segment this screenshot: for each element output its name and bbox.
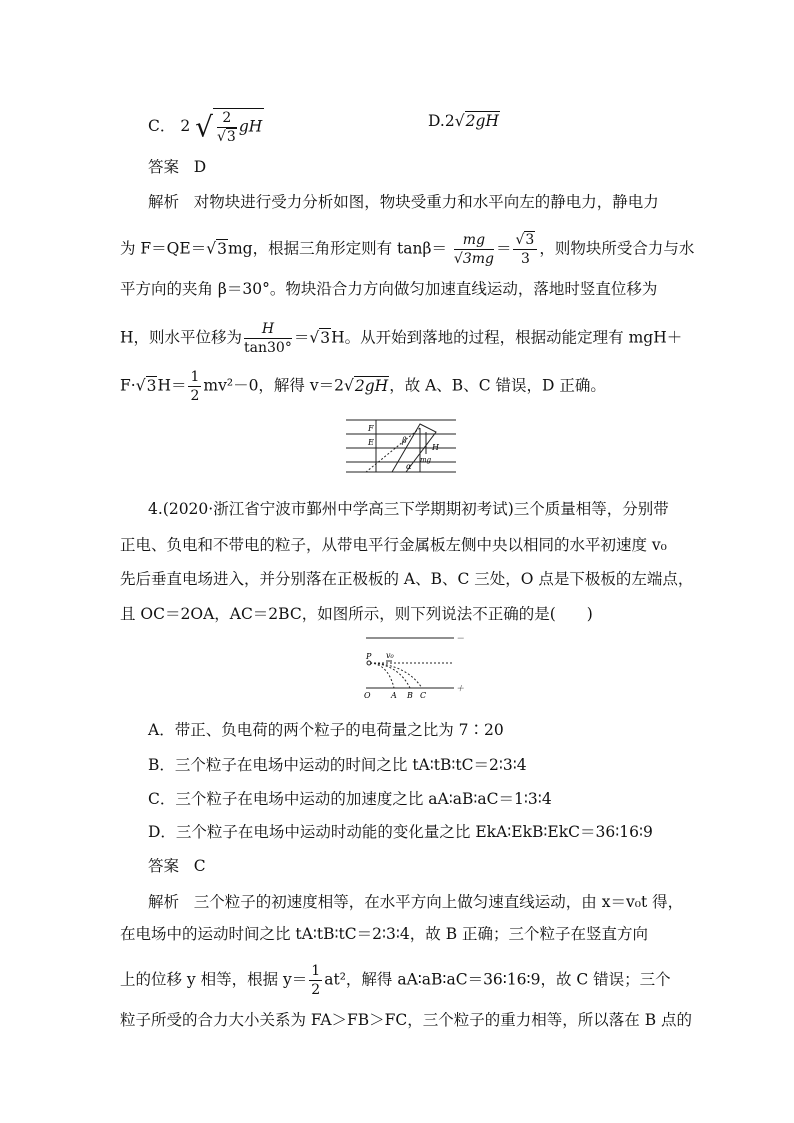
q3-frac-4-num: 1 [190, 369, 200, 385]
q4-analysis-text-2: 在电场中的运动时间之比 tA∶tB∶tC＝2∶3∶4，故 B 正确；三个粒子在竖直方向 [120, 925, 649, 943]
q3-sqrt-4: 2gH [354, 376, 389, 395]
option-d-coef: 2 [444, 112, 455, 130]
q3-answer-value: D [193, 158, 207, 176]
option-d-label: D. [428, 112, 445, 130]
q3-text-2c: mg，根据三角形定则有 tanβ＝ [227, 239, 447, 258]
q4-analysis-line4 [120, 1010, 692, 1030]
q3-frac-2-den: 3 [520, 251, 530, 267]
q4-option-d-text: D．三个粒子在电场中运动时动能的变化量之比 EkA∶EkB∶EkC＝36∶16∶9 [148, 823, 653, 841]
q3-fig-label-h: H [432, 443, 439, 452]
option-c-coef: 2 [180, 117, 191, 135]
q4-option-b-text: B．三个粒子在电场中运动的时间之比 tA∶tB∶tC＝2∶3∶4 [148, 756, 527, 774]
q3-frac-4 [188, 368, 201, 405]
q3-text-3: 平方向的夹角 β＝30°。物块沿合力方向做匀加速直线运动，落地时竖直位移为 [120, 280, 658, 298]
q3-analysis-line5: F·√3H＝ $\frac{1}{2}$ mv²－0，解得 v＝2√2gH，故 A、B、C 错误，D 正确。 [120, 369, 606, 404]
q4-option-a-text: A．带正、负电荷的两个粒子的电荷量之比为 7∶20 [148, 721, 504, 739]
q3-analysis-line2: 为 F＝QE＝√3mg，根据三角形定则有 tanβ＝ $\frac{mg}{√3mg}$ ＝ $\frac{√3}{3}$ ，则物块所受合力与水 [120, 232, 695, 267]
q4-answer-value: C [193, 857, 206, 875]
q4-option-a [148, 720, 504, 740]
q4-plates-diagram [358, 632, 468, 700]
q3-frac-3-den: tan30° [244, 340, 292, 356]
q4-stem-3 [120, 569, 693, 589]
q3-fig-label-alpha: α [406, 462, 412, 471]
q4-answer-label: 答案 [148, 857, 180, 875]
q4-option-c-text: C．三个粒子在电场中运动的加速度之比 aA∶aB∶aC＝1∶3∶4 [148, 790, 552, 808]
option-c-tail: gH [238, 117, 263, 136]
q4-analysis-text-3a: 上的位移 y 相等，根据 y＝ [120, 970, 308, 989]
q3-frac-4-den: 2 [190, 388, 200, 404]
q4-analysis-label: 解析 [148, 893, 180, 911]
q4-fig-label-plus: ＋ [456, 684, 464, 693]
q3-eq: ＝ [495, 239, 512, 258]
option-c-radical: √ $\frac{2}{√3}$ gH [195, 110, 263, 145]
option-c-label: C． [148, 117, 176, 135]
q4-option-c [148, 789, 552, 809]
q4-frac [309, 962, 322, 999]
option-c-frac-num: 2 [217, 109, 237, 128]
q3-frac-2: $\frac{√3}{3}$ [513, 231, 537, 268]
q3-sqrt-1: 3 [217, 239, 227, 258]
q3-fig-label-beta: β [402, 436, 407, 445]
q4-stem-4 [120, 604, 593, 624]
q4-stem-1 [148, 499, 669, 519]
q4-text-3: 先后垂直电场进入，并分别落在正极板的 A、B、C 三处，O 点是下极板的左端点， [120, 570, 694, 588]
q4-analysis-text-3b: at²，解得 aA∶aB∶aC＝36∶16∶9，故 C 错误；三个 [324, 970, 671, 989]
q3-force-diagram [336, 414, 462, 478]
q3-text-5c: mv²－0，解得 v＝2 [203, 376, 344, 395]
q4-analysis-text-4: 粒子所受的合力大小关系为 FA＞FB＞FC，三个粒子的重力相等，所以落在 B 点的 [120, 1011, 693, 1029]
q4-frac-den: 2 [311, 982, 321, 998]
q3-text-2a: 为 F＝QE＝ [120, 239, 207, 258]
q4-text-4: 且 OC＝2OA，AC＝2BC，如图所示，则下列说法不正确的是( ) [120, 605, 593, 623]
q4-stem-2 [120, 535, 667, 555]
q4-analysis-line1 [148, 892, 683, 912]
q3-text-4a: H，则水平位移为 [120, 328, 243, 347]
option-c-top [148, 108, 264, 146]
q3-analysis-label: 解析 [148, 193, 180, 211]
q3-frac-1: $\frac{mg}{√3mg}$ [453, 232, 494, 267]
q3-fig-label-f: F [368, 424, 374, 433]
q3-analysis-line4: H，则水平位移为 $\frac{H}{\tan 30^\circ}$ ＝√3H。从开始到落地的过程，根据动能定理有 mgH＋ [120, 321, 683, 356]
q3-analysis-line1 [148, 192, 659, 212]
q3-sqrt-3: 3 [146, 376, 157, 395]
q3-frac-2-num: 3 [525, 232, 535, 248]
q4-option-d [148, 822, 653, 842]
q4-frac-num: 1 [311, 963, 321, 979]
q3-analysis-line3 [120, 279, 657, 299]
q4-analysis-line3 [120, 962, 671, 999]
q3-answer-label: 答案 [148, 158, 180, 176]
q3-frac-3-num: H [261, 321, 275, 337]
q3-text-5d: ，故 A、B、C 错误，D 正确。 [389, 376, 606, 395]
q3-sqrt-2: 3 [320, 328, 331, 347]
q4-analysis-text-1: 三个粒子的初速度相等，在水平方向上做匀速直线运动，由 x＝v₀t 得， [193, 893, 684, 911]
q3-text-5a: F· [120, 376, 136, 395]
q4-fig-label-b: B [407, 691, 413, 700]
q4-analysis-line2 [120, 924, 648, 944]
option-d-tail: 2gH [465, 112, 499, 130]
q4-fig-label-o: O [364, 691, 371, 700]
q3-text-1: 对物块进行受力分析如图，物块受重力和水平向左的静电力，静电力 [193, 193, 659, 211]
q3-text-2d: ，则物块所受合力与水 [539, 239, 695, 258]
q4-answer [148, 856, 206, 876]
q3-frac-1-num: mg [462, 232, 486, 248]
q4-fig-label-a: A [391, 691, 397, 700]
q3-frac-3 [244, 320, 292, 357]
q3-fig-label-e: E [368, 438, 374, 447]
q3-answer [148, 157, 206, 177]
q4-fig-label-v0: v₀ [386, 651, 394, 660]
q3-text-4c: H。从开始到落地的过程，根据动能定理有 mgH＋ [331, 328, 683, 347]
q3-text-4b: ＝ [293, 328, 310, 347]
q4-text-1: 4.(2020·浙江省宁波市鄞州中学高三下学期期初考试)三个质量相等，分别带 [148, 500, 669, 518]
q3-text-5b: H＝ [157, 376, 187, 395]
q4-fig-label-minus: － [456, 634, 464, 643]
q4-text-2: 正电、负电和不带电的粒子，从带电平行金属板左侧中央以相同的水平初速度 v₀ [120, 536, 667, 554]
q4-fig-label-c: C [420, 691, 427, 700]
option-c-frac-den: 3 [226, 129, 236, 145]
option-d-top: D.2√2gH [428, 112, 499, 130]
q3-fig-label-mg: mg [420, 456, 432, 464]
q3-frac-1-den: 3mg [462, 251, 494, 267]
q4-fig-label-p: P [366, 652, 372, 661]
q4-option-b [148, 755, 527, 775]
